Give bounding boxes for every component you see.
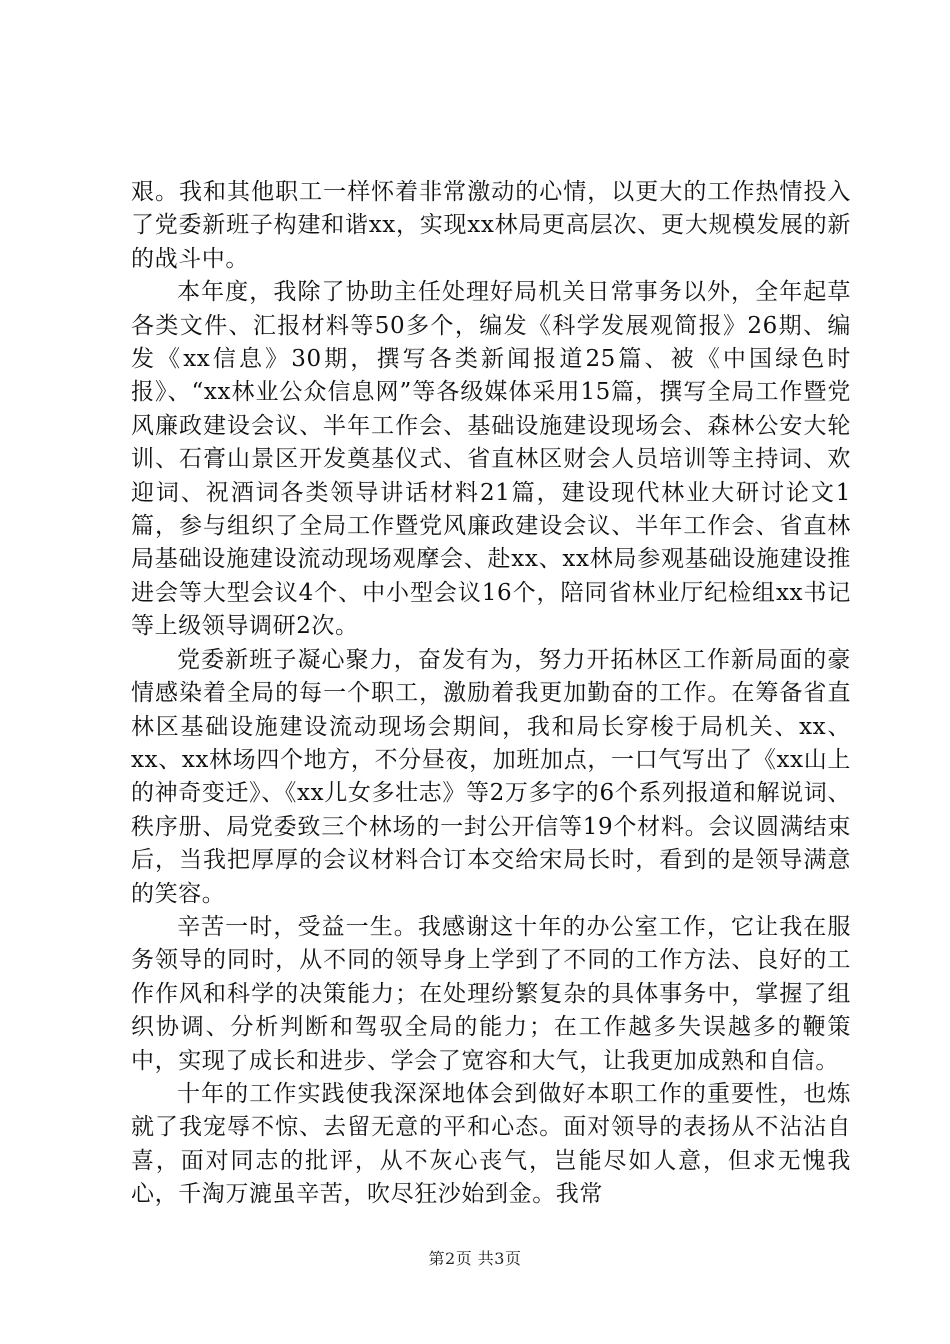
paragraph-1: 艰。我和其他职工一样怀着非常激动的心情，以更大的工作热情投入了党委新班子构建和谐xx，实现xx林局更高层次、更大规模发展的新的战斗中。 xyxy=(131,179,851,272)
document-body xyxy=(131,176,851,1212)
paragraph-5: 十年的工作实践使我深深地体会到做好本职工作的重要性，也炼就了我宠辱不惊、去留无意的平和心态。面对领导的表扬从不沾沾自喜，面对同志的批评，从不灰心丧气，岂能尽如人意，但求无愧我心，千淘万漉虽辛苦，吹尽狂沙始到金。我常 xyxy=(131,1080,851,1208)
paragraph-3: 党委新班子凝心聚力，奋发有为，努力开拓林区工作新局面的豪情感染着全局的每一个职工，激励着我更加勤奋的工作。在筹备省直林区基础设施建设流动现场会期间，我和局长穿梭于局机关、xx、xx、xx林场四个地方，不分昼夜，加班加点，一口气写出了《xx山上的神奇变迁》、《xx儿女多壮志》等2万多字的6个系列报道和解说词、秩序册、局党委致三个林场的一封公开信等19个材料。会议圆满结束后，当我把厚厚的会议材料合订本交给宋局长时，看到的是领导满意的笑容。 xyxy=(131,646,851,907)
page-footer: 第2页 共3页 xyxy=(428,1249,522,1268)
paragraph-2: 本年度，我除了协助主任处理好局机关日常事务以外，全年起草各类文件、汇报材料等50多个，编发《科学发展观简报》26期、编发《xx信息》30期，撰写各类新闻报道25篇、被《中国绿色时报》、“xx林业公众信息网”等各级媒体采用15篇，撰写全局工作暨党风廉政建设会议、半年工作会、基础设施建设现场会、森林公安大轮训、石膏山景区开发奠基仪式、省直林区财会人员培训等主持词、欢迎词、祝酒词各类领导讲话材料21篇，建设现代林业大研讨论文1篇，参与组织了全局工作暨党风廉政建设会议、半年工作会、省直林局基础设施建设流动现场观摩会、赴xx、xx林局参观基础设施建设推进会等大型会议4个、中小型会议16个，陪同省林业厅纪检组xx书记等上级领导调研2次。 xyxy=(131,279,851,640)
paragraph-4: 辛苦一时，受益一生。我感谢这十年的办公室工作，它让我在服务领导的同时，从不同的领导身上学到了不同的工作方法、良好的工作作风和科学的决策能力；在处理纷繁复杂的具体事务中，掌握了组织协调、分析判断和驾驭全局的能力；在工作越多失误越多的鞭策中，实现了成长和进步、学会了宽容和大气，让我更加成熟和自信。 xyxy=(131,913,851,1074)
